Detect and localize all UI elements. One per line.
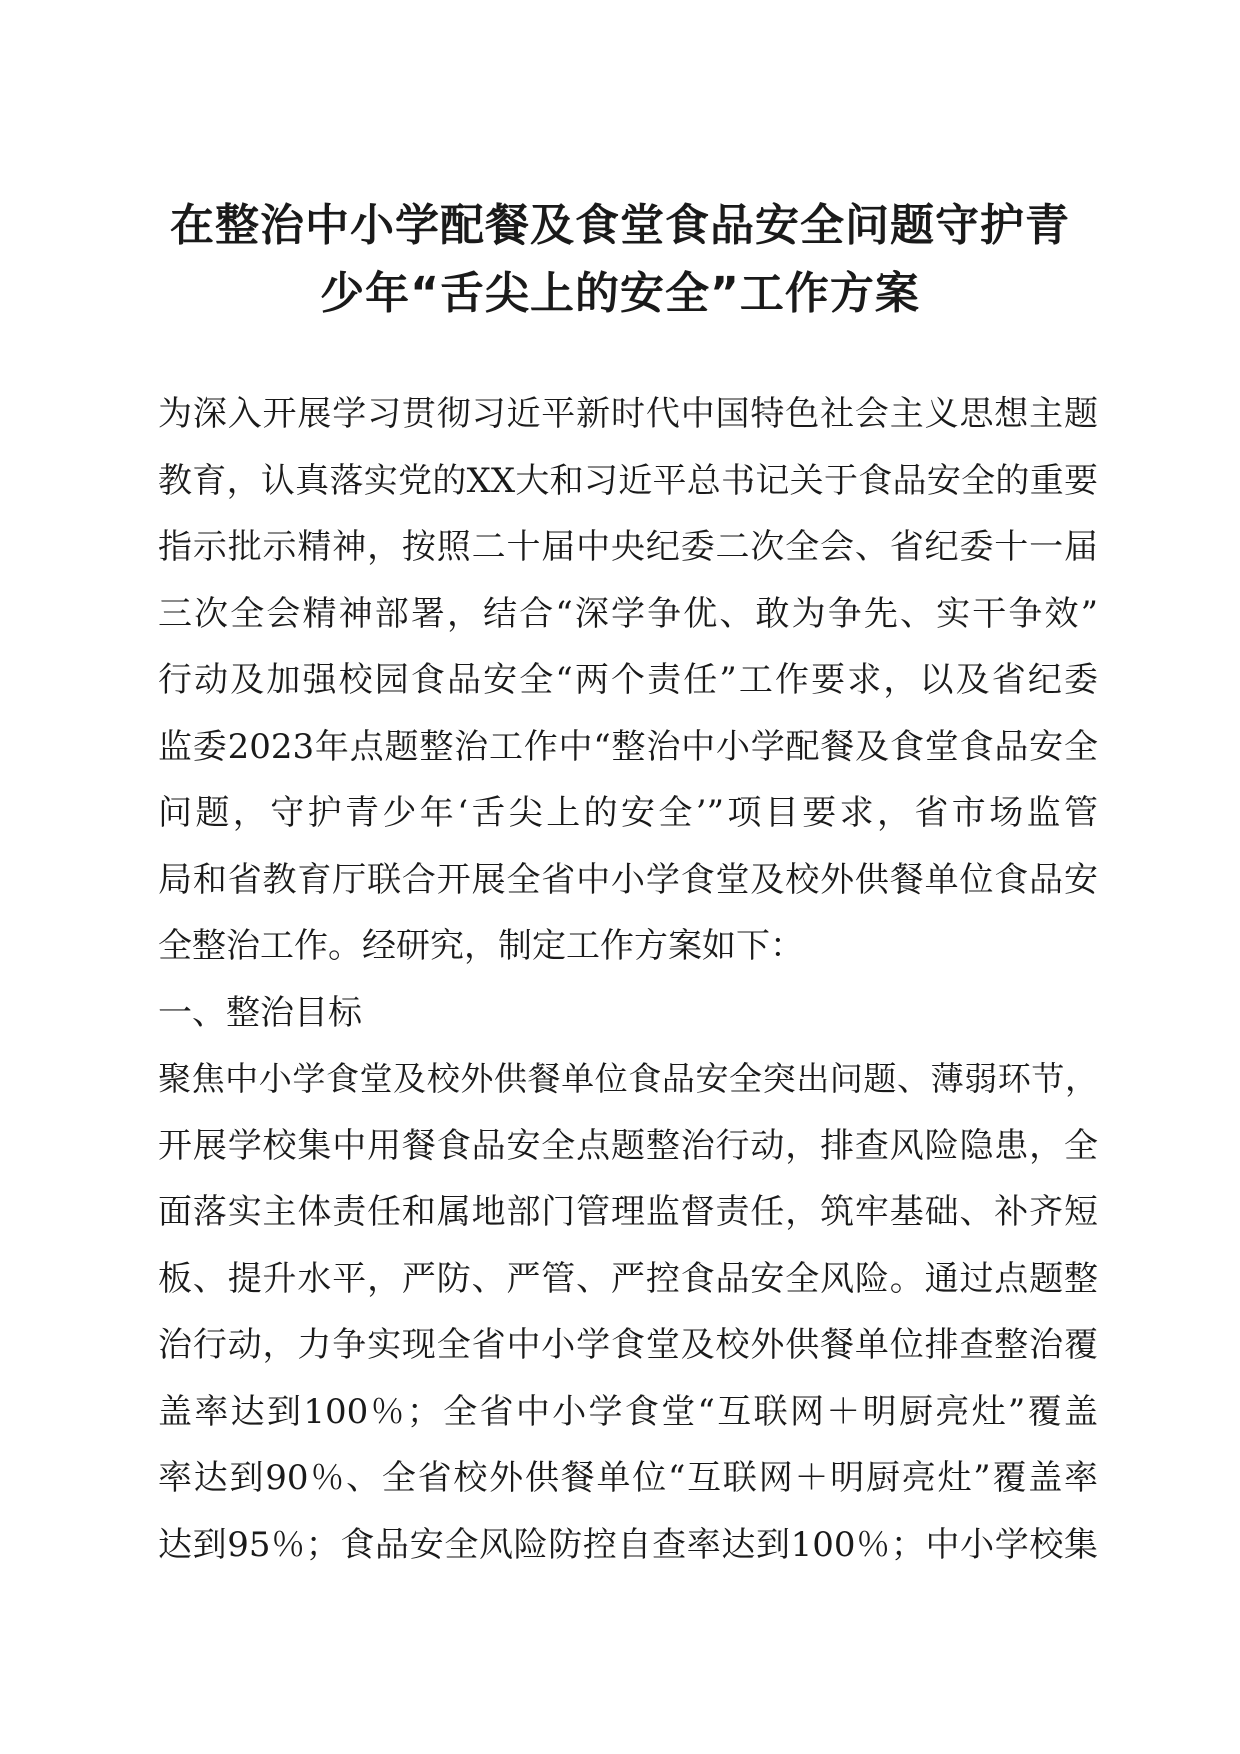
body-line-13: 面落实主体责任和属地部门管理监督责任，筑牢基础、补齐短 [158, 1192, 1098, 1232]
body-line-7: 问题，守护青少年‘舌尖上的安全’”项目要求，省市场监管 [158, 793, 1098, 833]
body-line-14: 板、提升水平，严防、严管、严控食品安全风险。通过点题整 [158, 1258, 1098, 1299]
body-line-8: 局和省教育厅联合开展全省中小学食堂及校外供餐单位食品安 [158, 859, 1098, 900]
body-line-16: 盖率达到100％；全省中小学食堂“互联网＋明厨亮灶”覆盖 [158, 1391, 1098, 1432]
document-body [158, 388, 1098, 1585]
title-line-2: 少年“舌尖上的安全”工作方案 [320, 268, 920, 319]
body-line-18: 达到95％；食品安全风险防控自查率达到100％；中小学校集 [158, 1524, 1098, 1565]
title-line-1: 在整治中小学配餐及食堂食品安全问题守护青 [170, 200, 1070, 251]
body-line-1: 为深入开展学习贯彻习近平新时代中国特色社会主义思想主题 [158, 394, 1098, 434]
body-line-17: 率达到90％、全省校外供餐单位“互联网＋明厨亮灶”覆盖率 [158, 1458, 1098, 1498]
section-heading-1: 一、整治目标 [158, 992, 362, 1033]
document-title [150, 192, 1090, 328]
body-line-15: 治行动，力争实现全省中小学食堂及校外供餐单位排查整治覆 [158, 1325, 1098, 1365]
body-line-9: 全整治工作。经研究，制定工作方案如下： [158, 926, 804, 966]
body-line-11: 聚焦中小学食堂及校外供餐单位食品安全突出问题、薄弱环节， [158, 1059, 1098, 1098]
body-line-12: 开展学校集中用餐食品安全点题整治行动，排查风险隐患，全 [158, 1125, 1098, 1166]
body-line-4: 三次全会精神部署，结合“深学争优、敢为争先、实干争效” [158, 593, 1098, 634]
body-line-5: 行动及加强校园食品安全“两个责任”工作要求，以及省纪委 [158, 660, 1098, 700]
body-line-2: 教育，认真落实党的XX大和习近平总书记关于食品安全的重要 [158, 460, 1098, 501]
body-line-6: 监委2023年点题整治工作中“整治中小学配餐及食堂食品安全 [158, 726, 1098, 767]
body-line-3: 指示批示精神，按照二十届中央纪委二次全会、省纪委十一届 [158, 527, 1098, 567]
